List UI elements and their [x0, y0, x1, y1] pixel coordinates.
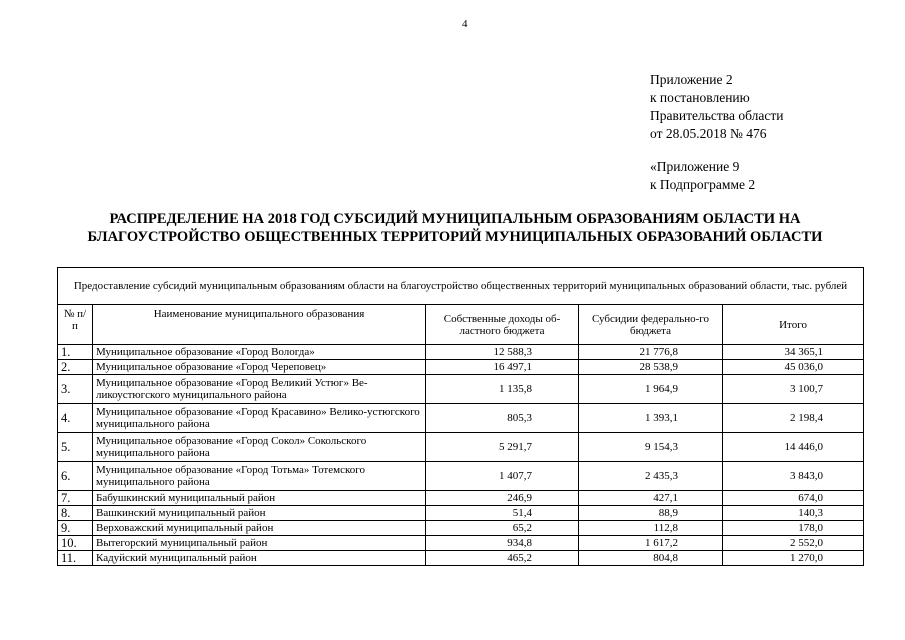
row-total: 2 198,4 — [723, 404, 864, 433]
row-own-revenue: 12 588,3 — [426, 345, 579, 360]
row-name: Вашкинский муниципальный район — [93, 506, 426, 521]
row-federal-subsidy: 28 538,9 — [579, 360, 723, 375]
table-row — [58, 521, 864, 536]
row-name: Бабушкинский муниципальный район — [93, 491, 426, 506]
table-caption: Предоставление субсидий муниципальным образованиям области на благоустройство общественных территорий муниципальных образований области, тыс. рублей — [58, 268, 864, 305]
row-name: Муниципальное образование «Город Череповец» — [93, 360, 426, 375]
table-row — [58, 375, 864, 404]
row-number: 11. — [58, 551, 93, 566]
row-own-revenue: 1 407,7 — [426, 462, 579, 491]
header-total: Итого — [723, 305, 864, 345]
table-row — [58, 536, 864, 551]
row-total: 178,0 — [723, 521, 864, 536]
page-number: 4 — [462, 18, 468, 30]
row-number: 9. — [58, 521, 93, 536]
appendix-quote-block — [650, 158, 755, 194]
table-row — [58, 404, 864, 433]
row-total: 3 100,7 — [723, 375, 864, 404]
row-federal-subsidy: 112,8 — [579, 521, 723, 536]
row-total: 45 036,0 — [723, 360, 864, 375]
row-number: 10. — [58, 536, 93, 551]
appendix-line: от 28.05.2018 № 476 — [650, 126, 767, 141]
row-own-revenue: 934,8 — [426, 536, 579, 551]
row-own-revenue: 16 497,1 — [426, 360, 579, 375]
row-federal-subsidy: 2 435,3 — [579, 462, 723, 491]
row-federal-subsidy: 1 617,2 — [579, 536, 723, 551]
row-own-revenue: 805,3 — [426, 404, 579, 433]
row-number: 8. — [58, 506, 93, 521]
row-number: 7. — [58, 491, 93, 506]
appendix-quote-line: «Приложение 9 — [650, 159, 740, 174]
table-row — [58, 506, 864, 521]
row-number: 6. — [58, 462, 93, 491]
row-name: Вытегорский муниципальный район — [93, 536, 426, 551]
row-total: 674,0 — [723, 491, 864, 506]
row-own-revenue: 1 135,8 — [426, 375, 579, 404]
appendix-line: Приложение 2 — [650, 72, 733, 87]
row-number: 1. — [58, 345, 93, 360]
row-name: Муниципальное образование «Город Красавино» Велико-устюгского муниципального района — [93, 404, 426, 433]
appendix-quote-line: к Подпрограмме 2 — [650, 177, 756, 192]
row-total: 3 843,0 — [723, 462, 864, 491]
row-total: 14 446,0 — [723, 433, 864, 462]
row-federal-subsidy: 88,9 — [579, 506, 723, 521]
row-number: 5. — [58, 433, 93, 462]
row-own-revenue: 465,2 — [426, 551, 579, 566]
header-federal-subsidy: Субсидии федерально-го бюджета — [579, 305, 723, 345]
row-own-revenue: 5 291,7 — [426, 433, 579, 462]
row-federal-subsidy: 804,8 — [579, 551, 723, 566]
row-total: 34 365,1 — [723, 345, 864, 360]
row-number: 2. — [58, 360, 93, 375]
row-federal-subsidy: 9 154,3 — [579, 433, 723, 462]
row-federal-subsidy: 427,1 — [579, 491, 723, 506]
row-name: Муниципальное образование «Город Великий Устюг» Ве-ликоустюгского муниципального района — [93, 375, 426, 404]
row-name: Кадуйский муниципальный район — [93, 551, 426, 566]
header-own-revenue: Собственные доходы об-ластного бюджета — [426, 305, 579, 345]
row-name: Муниципальное образование «Город Тотьма» Тотемского муниципального района — [93, 462, 426, 491]
distribution-table — [57, 267, 864, 566]
table-row — [58, 433, 864, 462]
document-title — [40, 210, 870, 246]
table-row — [58, 462, 864, 491]
row-total: 140,3 — [723, 506, 864, 521]
appendix-line: к постановлению — [650, 90, 750, 105]
table-row — [58, 360, 864, 375]
row-name: Муниципальное образование «Город Сокол» Сокольского муниципального района — [93, 433, 426, 462]
row-number: 4. — [58, 404, 93, 433]
row-own-revenue: 65,2 — [426, 521, 579, 536]
table-row — [58, 491, 864, 506]
row-federal-subsidy: 1 964,9 — [579, 375, 723, 404]
row-total: 1 270,0 — [723, 551, 864, 566]
row-federal-subsidy: 21 776,8 — [579, 345, 723, 360]
row-own-revenue: 51,4 — [426, 506, 579, 521]
row-federal-subsidy: 1 393,1 — [579, 404, 723, 433]
row-own-revenue: 246,9 — [426, 491, 579, 506]
row-number: 3. — [58, 375, 93, 404]
row-name: Верховажский муниципальный район — [93, 521, 426, 536]
title-line: РАСПРЕДЕЛЕНИЕ НА 2018 ГОД СУБСИДИЙ МУНИЦИПАЛЬНЫМ ОБРАЗОВАНИЯМ ОБЛАСТИ НА — [109, 211, 801, 227]
row-total: 2 552,0 — [723, 536, 864, 551]
table-row — [58, 551, 864, 566]
appendix-block — [650, 71, 783, 143]
row-name: Муниципальное образование «Город Вологда» — [93, 345, 426, 360]
header-number: № п/п — [58, 305, 93, 345]
header-name: Наименование муниципального образования — [93, 305, 426, 345]
title-line: БЛАГОУСТРОЙСТВО ОБЩЕСТВЕННЫХ ТЕРРИТОРИЙ МУНИЦИПАЛЬНЫХ ОБРАЗОВАНИЙ ОБЛАСТИ — [87, 229, 823, 245]
appendix-line: Правительства области — [650, 108, 784, 123]
table-row — [58, 345, 864, 360]
